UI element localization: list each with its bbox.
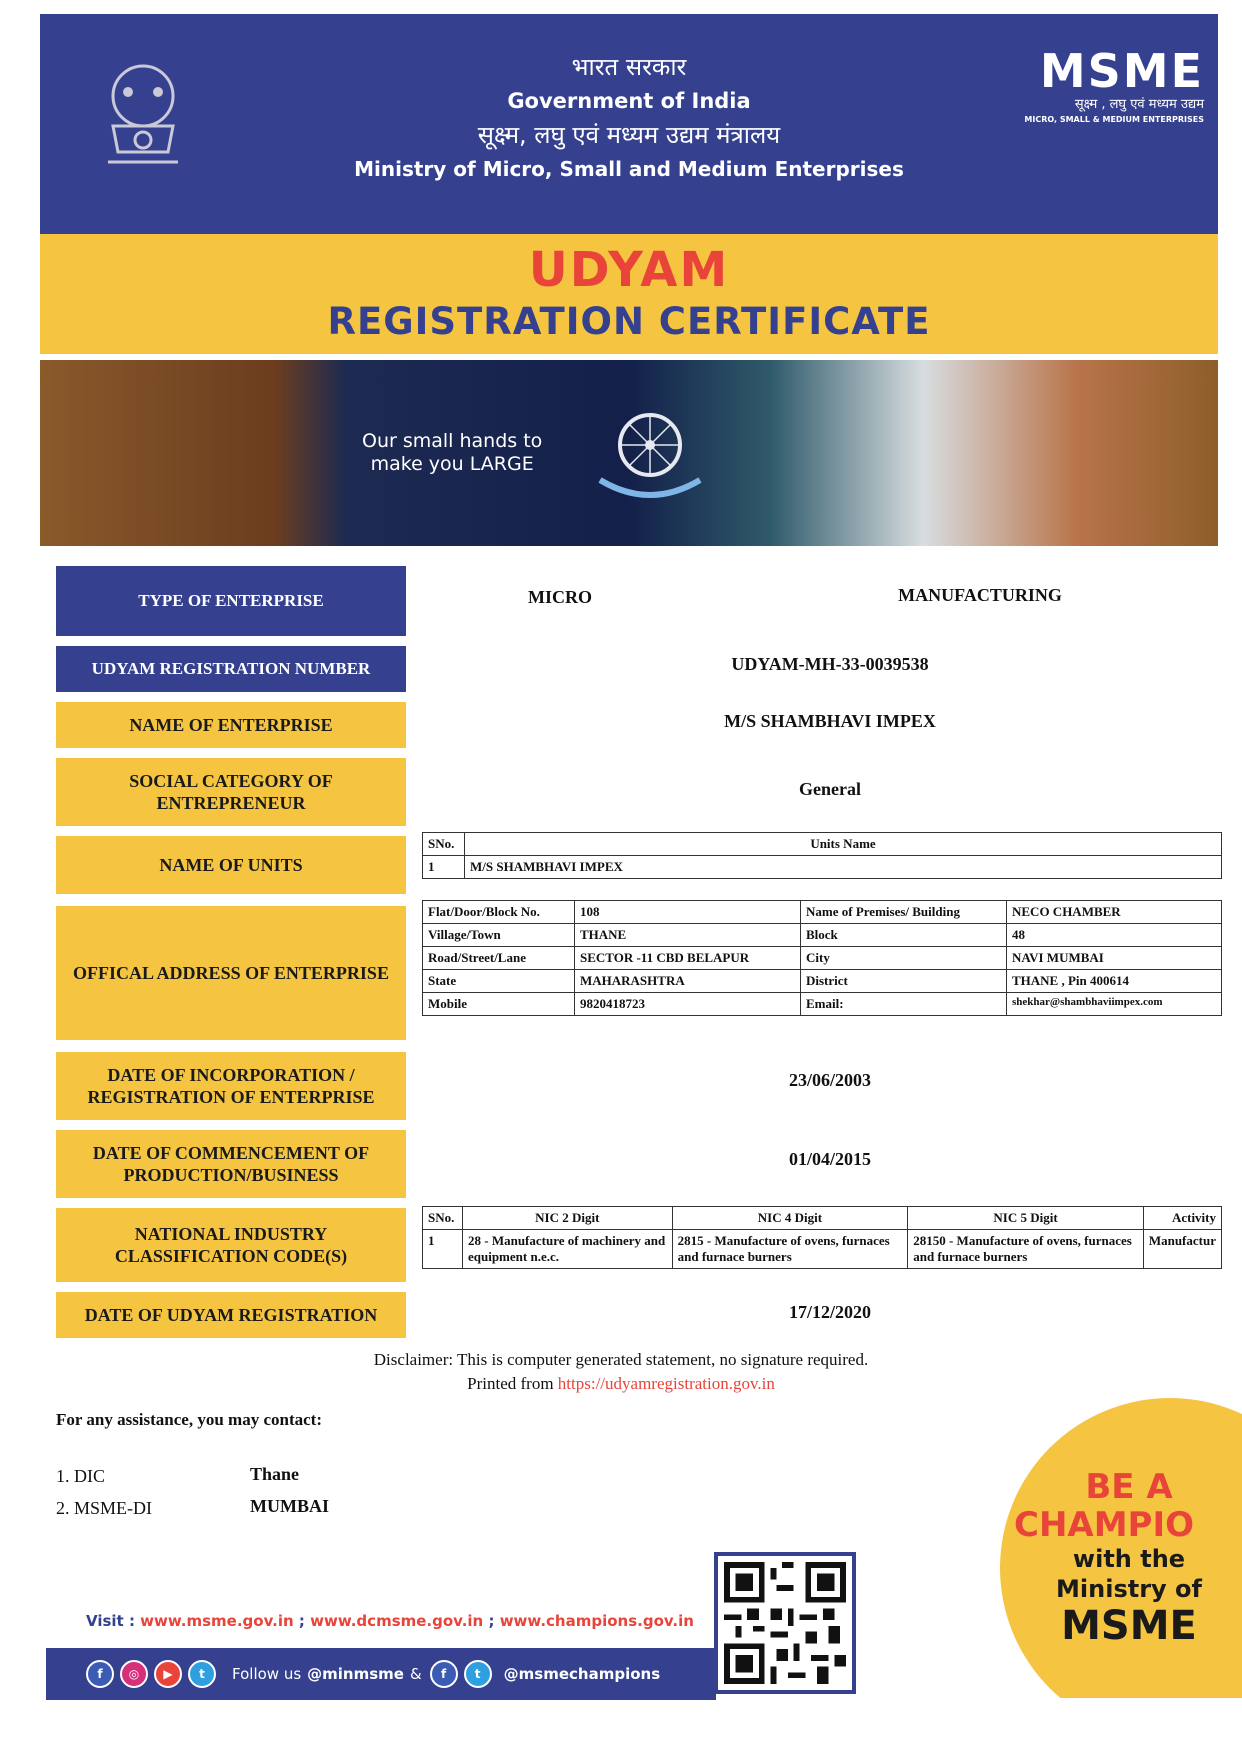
address-flat-value: 108 [575,901,801,924]
address-road-label: Road/Street/Lane [423,947,575,970]
youtube-icon[interactable]: ▶ [154,1660,182,1688]
date-of-commencement-label: DATE OF COMMENCEMENT OF PRODUCTION/BUSINESS [56,1130,406,1198]
address-district-value: THANE , Pin 400614 [1007,970,1222,993]
name-of-enterprise-value: M/S SHAMBHAVI IMPEX [724,711,936,731]
address-district-label: District [801,970,1007,993]
instagram-icon[interactable]: ◎ [120,1660,148,1688]
address-city-label: City [801,947,1007,970]
visit-separator: ; [293,1612,311,1630]
printed-from-prefix: Printed from [467,1374,558,1393]
address-table [422,900,1222,1016]
address-state-value: MAHARASHTRA [575,970,801,993]
nic-table [422,1206,1222,1269]
nic-row-4digit: 2815 - Manufacture of ovens, furnaces and furnace burners [672,1230,908,1269]
handle-msmechampions[interactable]: @msmechampions [503,1665,661,1683]
disclaimer [0,1348,1242,1396]
printed-from-link[interactable]: https://udyamregistration.gov.in [557,1374,775,1393]
msme-logo-subtitle: MICRO, SMALL & MEDIUM ENTERPRISES [1024,115,1204,124]
date-of-incorporation-value: 23/06/2003 [788,1070,871,1090]
follow-us-text: Follow us [232,1665,302,1683]
facebook-icon[interactable]: f [86,1660,114,1688]
units-table-header [423,833,1222,856]
address-premises-value: NECO CHAMBER [1007,901,1222,924]
udyam-title: UDYAM [528,242,730,298]
contact-dic-label: 1. DIC [56,1466,105,1486]
date-of-udyam-registration-value: 17/12/2020 [788,1302,871,1322]
units-header-name: Units Name [465,833,1222,856]
nic-codes-label: NATIONAL INDUSTRY CLASSIFICATION CODE(S) [56,1208,406,1282]
nic-header-sno: SNo. [423,1207,463,1230]
units-row-name: M/S SHAMBHAVI IMPEX [465,856,1222,879]
table-row [423,1230,1222,1269]
nic-row-sno: 1 [423,1230,463,1269]
social-bar [46,1648,716,1700]
nic-header-activity: Activity [1143,1207,1221,1230]
facebook-icon[interactable]: f [430,1660,458,1688]
address-email-label: Email: [801,993,1007,1016]
address-road-value: SECTOR -11 CBD BELAPUR [575,947,801,970]
header-band [40,14,1218,234]
hindi-government-title: भारत सरकार [571,53,687,81]
name-of-enterprise-label: NAME OF ENTERPRISE [56,702,406,748]
type-of-enterprise-activity: MANUFACTURING [898,585,1062,605]
nic-row-activity: Manufactur [1143,1230,1221,1269]
champion-line-be-a: BE A [1085,1467,1173,1507]
address-email-value: shekhar@shambhaviimpex.com [1007,993,1222,1016]
address-block-value: 48 [1007,924,1222,947]
address-mobile-value: 9820418723 [575,993,801,1016]
ministry-title: Ministry of Micro, Small and Medium Enterprises [354,157,904,181]
assistance-heading: For any assistance, you may contact: [56,1410,322,1429]
type-of-enterprise-label: TYPE OF ENTERPRISE [56,566,406,636]
address-city-value: NAVI MUMBAI [1007,947,1222,970]
msme-logo [1004,46,1204,126]
link-champions[interactable]: www.champions.gov.in [499,1612,694,1630]
udyam-registration-number-label: UDYAM REGISTRATION NUMBER [56,646,406,692]
link-msme[interactable]: www.msme.gov.in [140,1612,294,1630]
chakra-wheel-icon [590,400,710,510]
address-state-label: State [423,970,575,993]
champion-line-with-the: with the [1072,1545,1186,1573]
registration-certificate-title: REGISTRATION CERTIFICATE [327,300,931,343]
twitter-icon[interactable]: t [464,1660,492,1688]
disclaimer-text: Disclaimer: This is computer generated statement, no signature required. [373,1350,869,1369]
table-row [423,856,1222,879]
units-header-sno: SNo. [423,833,465,856]
qr-code [714,1552,856,1694]
contact-msme-di-label: 2. MSME-DI [56,1498,153,1518]
nic-header-2digit: NIC 2 Digit [462,1207,672,1230]
units-table [422,832,1222,879]
twitter-icon[interactable]: t [188,1660,216,1688]
date-of-incorporation-label: DATE OF INCORPORATION / REGISTRATION OF ENTERPRISE [56,1052,406,1120]
photo-banner [40,360,1218,546]
table-row [423,970,1222,993]
champion-line-ministry-of: Ministry of [1056,1575,1202,1603]
units-row-sno: 1 [423,856,465,879]
address-village-value: THANE [575,924,801,947]
nic-row-2digit: 28 - Manufacture of machinery and equipment n.e.c. [462,1230,672,1269]
nic-header-4digit: NIC 4 Digit [672,1207,908,1230]
name-of-units-label: NAME OF UNITS [56,836,406,894]
table-row [423,993,1222,1016]
visit-separator: ; [483,1612,500,1630]
address-flat-label: Flat/Door/Block No. [423,901,575,924]
champion-text [1014,1468,1242,1648]
handle-ampersand: & [409,1665,422,1683]
champion-badge [1000,1398,1242,1698]
nic-header-5digit: NIC 5 Digit [908,1207,1144,1230]
link-dcmsme[interactable]: www.dcmsme.gov.in [310,1612,484,1630]
champion-line-champion: CHAMPIO [1014,1505,1195,1545]
msme-logo-text: MSME [1039,44,1204,98]
address-block-label: Block [801,924,1007,947]
banner-tagline-line1: Our small hands to [362,430,543,452]
visit-links [86,1612,694,1630]
address-mobile-label: Mobile [423,993,575,1016]
contact-msme-di-value: MUMBAI [250,1496,329,1516]
table-row [423,924,1222,947]
date-of-commencement-value: 01/04/2015 [788,1149,871,1169]
banner-tagline [362,430,542,476]
type-of-enterprise-size: MICRO [528,587,592,607]
certificate-title-band [40,234,1218,354]
contact-dic-value: Thane [250,1464,300,1484]
champion-line-msme: MSME [1061,1603,1197,1649]
table-row [423,901,1222,924]
printed-from [0,1372,1242,1396]
nic-row-5digit: 28150 - Manufacture of ovens, furnaces and furnace burners [908,1230,1144,1269]
social-category-value: General [799,779,861,799]
nic-table-header [423,1207,1222,1230]
banner-tagline-line2: make you LARGE [370,453,534,475]
social-category-label: SOCIAL CATEGORY OF ENTREPRENEUR [56,758,406,826]
udyam-registration-number-value: UDYAM-MH-33-0039538 [731,654,929,674]
msme-logo-hindi: सूक्ष्म , लघु एवं मध्यम उद्यम [1074,97,1204,112]
address-village-label: Village/Town [423,924,575,947]
visit-label: Visit : [86,1612,141,1630]
government-title: Government of India [507,89,751,113]
hindi-ministry-title: सूक्ष्म, लघु एवं मध्यम उद्यम मंत्रालय [477,121,781,149]
handle-minmsme[interactable]: @minmsme [307,1665,404,1683]
official-address-label: OFFICAL ADDRESS OF ENTERPRISE [56,906,406,1040]
address-premises-label: Name of Premises/ Building [801,901,1007,924]
date-of-udyam-registration-label: DATE OF UDYAM REGISTRATION [56,1292,406,1338]
table-row [423,947,1222,970]
qr-code-icon [724,1562,846,1684]
